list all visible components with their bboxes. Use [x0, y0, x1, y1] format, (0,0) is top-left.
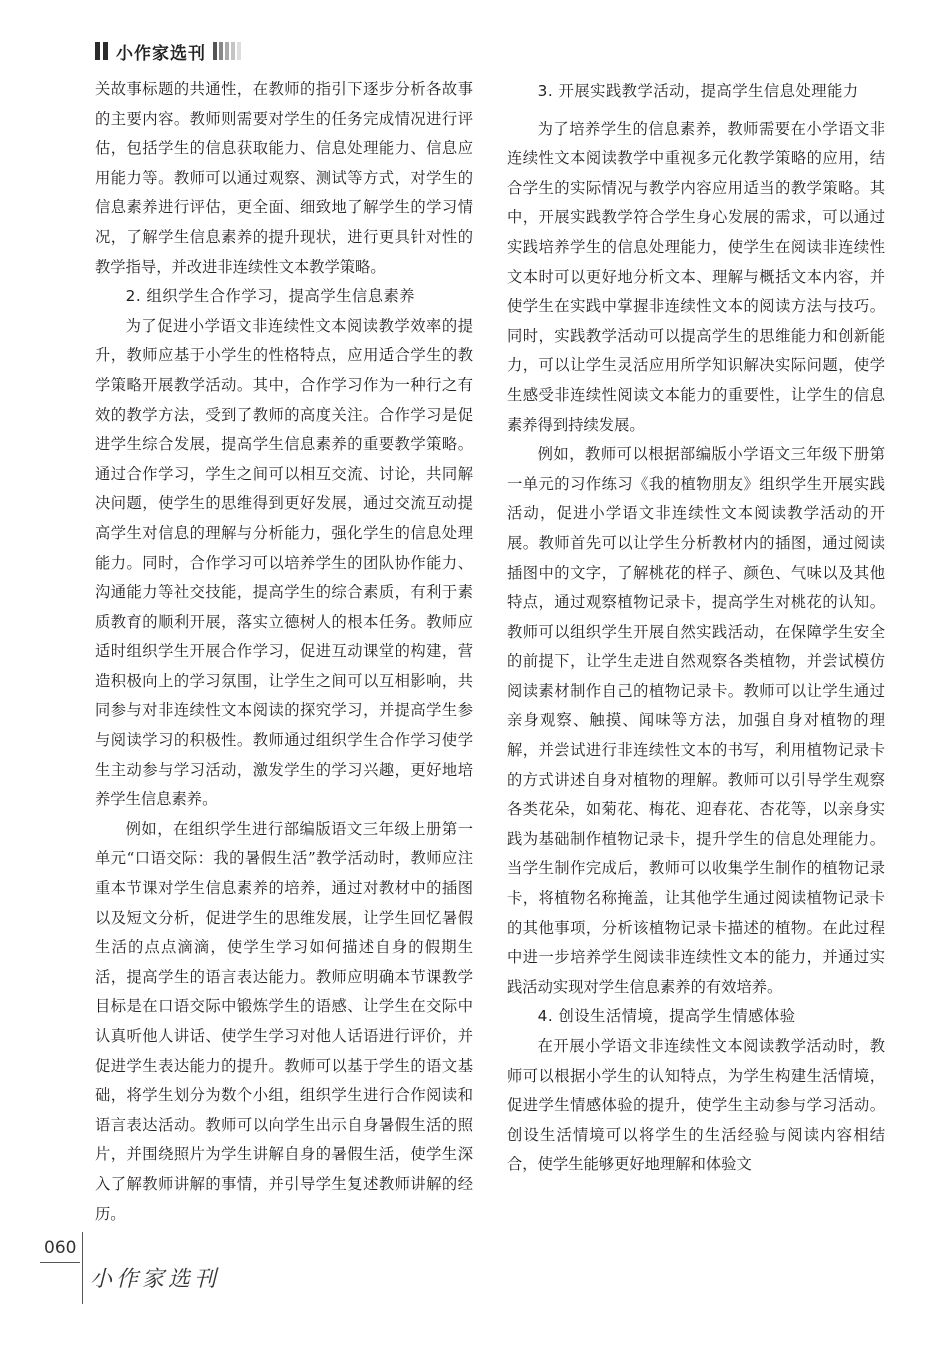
section-heading: 4. 创设生活情境，提高学生情感体验 — [537, 1007, 796, 1026]
footer-logo: 小作家选刊 — [90, 1267, 221, 1292]
footer-rule — [40, 1262, 80, 1263]
header-deco-icon — [213, 42, 217, 60]
paragraph: 为了促进小学语文非连续性文本阅读教学效率的提升，教师应基于小学生的性格特点，应用适合学生的教学策略开展教学活动。其中，合作学习作为一种行之有效的教学方法，受到了教师的高度关注。合作学习是促进学生综合发展，提高学生信息素养的重要教学策略。通过合作学习，学生之间可以相互交流、讨论，共同解决问题，使学生的思维得到更好发展，通过交流互动提高学生对信息的理解与分析能力，强化学生的信息处理能力。同时，合作学习可以培养学生的团队协作能力、沟通能力等社交技能，提高学生的综合素质，有利于素质教育的顺利开展，落实立德树人的根本任务。教师应适时组织学生开展合作学习，促进互动课堂的构建，营造积极向上的学习氛围，让学生之间可以互相影响，共同参与对非连续性文本阅读的探究学习，并提高学生参与阅读学习的积极性。教师通过组织学生合作学习使学生主动参与学习活动，激发学生的学习兴趣，更好地培养学生信息素养。 — [95, 316, 473, 809]
header-deco-icon — [237, 42, 241, 60]
header-deco-icon — [225, 42, 229, 60]
footer-rule — [82, 1232, 83, 1304]
page-header — [95, 38, 243, 64]
paragraph: 例如，教师可以根据部编版小学语文三年级下册第一单元的习作练习《我的植物朋友》组织学生开展实践活动，促进小学语文非连续性文本阅读教学活动的开展。教师首先可以让学生分析教材内的插图，通过阅读插图中的文字，了解桃花的样子、颜色、气味以及其他特点，通过观察植物记录卡，提高学生对桃花的认知。教师可以组织学生开展自然实践活动，在保障学生安全的前提下，让学生走进自然观察各类植物，并尝试模仿阅读素材制作自己的植物记录卡。教师可以让学生通过亲身观察、触摸、闻味等方法，加强自身对植物的理解，并尝试进行非连续性文本的书写，利用植物记录卡的方式讲述自身对植物的理解。教师可以引导学生观察各类花朵，如菊花、梅花、迎春花、杏花等，以亲身实践为基础制作植物记录卡，提升学生的信息处理能力。当学生制作完成后，教师可以收集学生制作的植物记录卡，将植物名称掩盖，让其他学生通过阅读植物记录卡的其他事项，分析该植物记录卡描述的植物。在此过程中进一步培养学生阅读非连续性文本的能力，并通过实践活动实现对学生信息素养的有效培养。 — [507, 445, 885, 996]
header-title: 小作家选刊 — [116, 43, 206, 64]
paragraph: 在开展小学语文非连续性文本阅读教学活动时，教师可以根据小学生的认知特点，为学生构建生活情境，促进学生情感体验的提升，使学生主动参与学习活动。创设生活情境可以将学生的生活经验与阅读内容相结合，使学生能够更好地理解和体验文 — [507, 1037, 885, 1174]
header-bar-icon — [103, 42, 108, 60]
section-heading: 2. 组织学生合作学习，提高学生信息素养 — [125, 287, 416, 306]
left-column — [95, 75, 473, 1229]
paragraph: 例如，在组织学生进行部编版语文三年级上册第一单元“口语交际：我的暑假生活”教学活动时，教师应注重本节课对学生信息素养的培养，通过对教材中的插图以及短文分析，促进学生的思维发展，让学生回忆暑假生活的点点滴滴，使学生学习如何描述自身的假期生活，提高学生的语言表达能力。教师应明确本节课教学目标是在口语交际中锻炼学生的语感、让学生在交际中认真听他人讲话、使学生学习对他人话语进行评价，并促进学生表达能力的提升。教师可以基于学生的语文基础，将学生划分为数个小组，组织学生进行合作阅读和语言表达活动。教师可以向学生出示自身暑假生活的照片，并围绕照片为学生讲解自身的暑假生活，使学生深入了解教师讲解的事情，并引导学生复述教师讲解的经历。 — [95, 819, 473, 1223]
header-bar-icon — [95, 42, 100, 60]
right-column — [507, 75, 885, 1180]
paragraph: 为了培养学生的信息素养，教师需要在小学语文非连续性文本阅读教学中重视多元化教学策略的应用，结合学生的实际情况与教学内容应用适当的教学策略。其中，开展实践教学符合学生身心发展的需求，可以通过实践培养学生的信息处理能力，使学生在阅读非连续性文本时可以更好地分析文本、理解与概括文本内容，并使学生在实践中掌握非连续性文本的阅读方法与技巧。同时，实践教学活动可以提高学生的思维能力和创新能力，可以让学生灵活应用所学知识解决实际问题，使学生感受非连续性阅读文本能力的重要性，让学生的信息素养得到持续发展。 — [507, 119, 885, 434]
paragraph: 关故事标题的共通性，在教师的指引下逐步分析各故事的主要内容。教师则需要对学生的任务完成情况进行评估，包括学生的信息获取能力、信息处理能力、信息应用能力等。教师可以通过观察、测试等方式，对学生的信息素养进行评估，更全面、细致地了解学生的学习情况，了解学生信息素养的提升现状，进行更具针对性的教学指导，并改进非连续性文本教学策略。 — [95, 80, 473, 276]
page-number: 060 — [44, 1238, 77, 1258]
header-deco-icon — [231, 42, 235, 60]
header-deco-icon — [219, 42, 223, 60]
section-heading: 3. 开展实践教学活动，提高学生信息处理能力 — [537, 82, 859, 100]
